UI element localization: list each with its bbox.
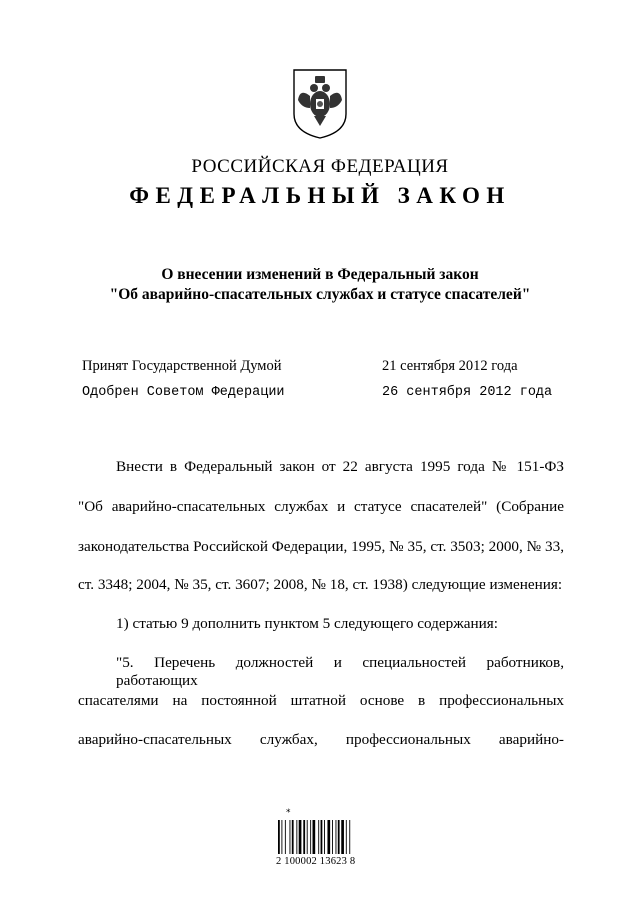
duma-label: Принят Государственной Думой	[82, 358, 282, 374]
barcode-number: 2 100002 13623 8	[276, 856, 356, 867]
body-line: спасателями на постоянной штатной основе в профессиональных	[78, 692, 564, 709]
body-line: "5. Перечень должностей и специальностей работников, работающих	[116, 654, 564, 689]
body-line: ст. 3348; 2004, № 35, ст. 3607; 2008, № 18, ст. 1938) следующие изменения:	[78, 576, 563, 593]
law-title	[0, 265, 640, 305]
barcode	[276, 808, 376, 878]
council-date: 26 сентября 2012 года	[382, 385, 553, 400]
duma-date: 21 сентября 2012 года	[382, 358, 518, 374]
council-label: Одобрен Советом Федерации	[82, 385, 285, 400]
body-line: "Об аварийно-спасательных службах и статусе спасателей" (Собрание	[78, 498, 564, 515]
law-type-heading: ФЕДЕРАЛЬНЫЙ ЗАКОН	[129, 183, 511, 208]
body-line: Внести в Федеральный закон от 22 августа 1995 года № 151-ФЗ	[116, 458, 564, 475]
barcode-mark: *	[286, 808, 291, 818]
country-name: РОССИЙСКАЯ ФЕДЕРАЦИЯ	[191, 156, 449, 177]
coat-of-arms-icon	[288, 62, 352, 140]
law-title-line: О внесении изменений в Федеральный закон	[161, 266, 479, 283]
body-line: аварийно-спасательных службах, профессиональных аварийно-	[78, 731, 564, 748]
law-title-line: "Об аварийно-спасательных службах и статусе спасателей"	[109, 286, 531, 303]
body-line: законодательства Российской Федерации, 1995, № 35, ст. 3503; 2000, № 33,	[78, 538, 564, 555]
body-line: 1) статью 9 дополнить пунктом 5 следующего содержания:	[116, 615, 498, 632]
barcode-bars	[276, 820, 376, 854]
